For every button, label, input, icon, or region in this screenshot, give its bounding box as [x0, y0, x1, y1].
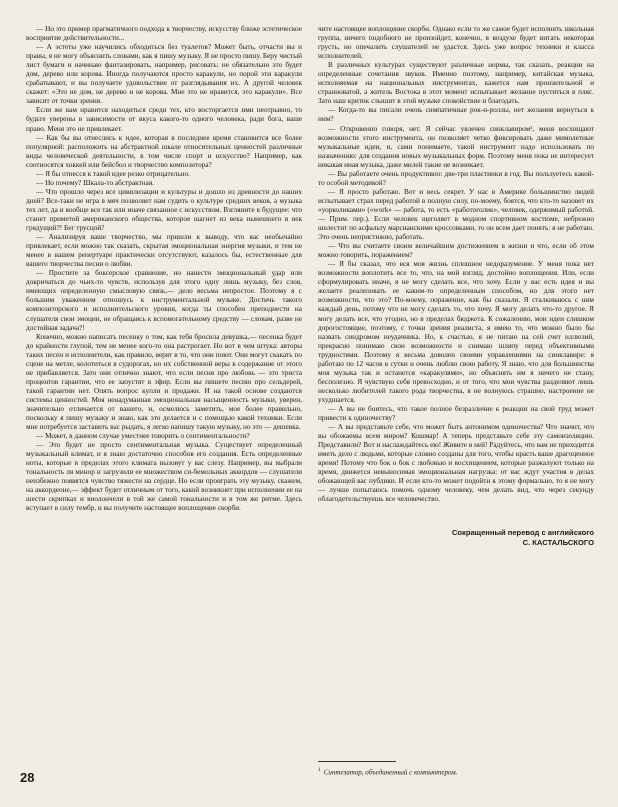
left-column [26, 25, 302, 514]
paragraph: — Я бы отнесся к такой идее резко отрицательно. [36, 169, 190, 178]
footnote-divider [318, 761, 396, 762]
paragraph: — Я просто работаю. Вот и весь секрет. У нас в Америке большинство людей испытывает страх перед работой в полную силу, по-моему, боятся, что кто-то назовет их «уорколиками» («work» — работа, то есть «работоголик», человек, одержимый работой.— Прим. пер.). Если человек щеголяет в модном спортивном костюме, небрежно шелестит по асфальту марсианскими кроссовками, то он всем дает понять: я не работаю. Это очень непристижно, работать. [318, 187, 594, 242]
footnote-text: Синтезатор, объединенный с компьютером. [323, 768, 458, 777]
translator-credit-line: Сокращенный перевод с английского [451, 528, 594, 538]
paragraph: — Я бы сказал, что вся моя жизнь сплошное недоразумение. У меня пока нет возможности воплотить все то, что, на мой взгляд, достойно воплощения. Или, если сформулировать иначе, я не могу сделать все, что хочу. Если у вас есть идея и вы желаете реализовать ее каким-то определенным способом, но для этого нет возможности, что это? По-моему, поражение, как бы сказали. Я сталкиваюсь с ним каждый день, потому что не могу сделать то, что хочу. Я могу делать что-то другое. Я могу делать все, что угодно, но в пределах бюджета. К сожалению, мои идеи слишком дорогостоящие, поэтому, с точки зрения реалиста, я имею то, что можно было бы назвать синдромом неудачника. Но, к счастью, я не питаю на сей счет иллюзий, прекрасно понимаю свои возможности и снимаю шляпу перед объективными трудностями. Поэтому я весьма доволен своими управлениями на синклавире: я работаю по 12 часов в сутки и очень люблю свою работу. Я знаю, что для большинства моя музыка так и останется «каракулями», но объяснять им я ничего не стану, бесполезно. Я чувствую себя превосходно, и от того, что мои чувства разделяют лишь несколько любителей такого рода творчества, я не волнуюсь страшно, настроение не ухудшается. [318, 260, 594, 404]
footnote-mark: 1 [318, 767, 321, 773]
paragraph: В различных культурах существуют различные нормы, так сказать, реакции на определенные сочетания звуков. Именно поэтому, например, китайская музыка, исполняемая на национальных инструментах, кажется нам пронзительной и странноватой, а житель Востока в этот момент испытывает желание пуститься в пляс. Зато наш критик слышит в этой музыке спокойствие и благодать. [318, 61, 594, 106]
paragraph: — Это будет не просто сентиментальная музыка. Существует определенный музыкальный климат, и я знаю достаточно способов его создания. Есть определенные ноты, которые в пределах этого климата вызовут у вас слезу. Например, вы выбрали тональность ля минор и загрузили ее множеством си-бемольных аккордов — слушатели неизбежно появятся чувство тяжести на сердце. Но если проиграть эту музыку, скажем, на аккордеоне,— эффект будет отличным от того, какой возникнет при исполнении ее на шести скрипках и виолончели в той же самой тональности и в том же ритме. Здесь вступает в силу тембр, и вы получите настоящее воплощение скорби. [26, 441, 302, 513]
paragraph: — А вы представьте себе, что может быть антонимом одиночества? Что значит, что вы обожаемы всем миром? Кошмар! А теперь представьте себе эту самоизоляцию. Представили? Вот и наслаждайтесь ею! Живите в ней! Радуйтесь, что вам не приходится иметь дело с людьми, которые словно созданы для того, чтобы красть ваше драгоценное время! Потому что бок о бок с любовью и восхищением, которые разжалуют только на время, движется невыносимая эмоциональная нагрузка: от вас ждут участия в делах обожающей вас публики. И если кто-то может подойти к этому формально, то я не могу — лучше попытаюсь помочь одному человеку, чем делать вид, что через секунду облагодетельствуешь все человечество. [318, 423, 594, 504]
translator-credit [318, 528, 594, 548]
paragraph: — А эстеты уже научились обходиться без туалетов? Может быть, отчасти вы и правы, я не могу объяснить словами, как я пишу музыку. Я не просто пишу. Беру чистый лист бумаги и начинаю фантазировать, например, рисовать: не обязательно это будет дом, дерево или корова. Иногда получаются просто каракули, но порой эти каракули срабатывают, и вы получаете удовольствие от разглядывания их. А другой человек скажет: «Это не дом, не дерево и не корова. Мне это не нравится, это каракули». Все зависит от точки зрения. [26, 43, 302, 106]
page-number: 28 [20, 770, 35, 785]
paragraph: — Вы работаете очень продуктивно: две-три пластинки в год. Вы пользуетесь какой-то особой методикой? [318, 169, 594, 187]
paragraph: Если же вам нравится находиться среди тех, кто восторгается ими неотрывно, то будьте уверены в зависимости от вкуса какого-то одного человека, ради бога, ваше право. Меня это не привлекает. [26, 106, 302, 133]
paragraph: Конечно, можно написать песенку о том, как тебя бросила девушка,— песенка будет до крайности глупой, тем не менее кого-то она растрогает. Но вот в чем штука: авторы таких песен и исполнители, как правило, верят в то, что они поют. Они могут скакать по сцене на метле, колотиться в судорогах, но их собственной веры в содержание от этого не прибавляется. Зато они отлично знают, что если песня про любовь — это триста процентов гарантии, что ее запустят в эфир. Если вы пишете песню про сельдерей, такой гарантии нет. Опять вопрос купли и продажи. И на такой основе создаются системы ценностей. Моя ненадуманная эмоциональная насыщенность музыки, уверен, значительно отличается от вашего, и, осмелюсь заметить, мое более правильно, поскольку я пишу музыку и знаю, как это делается и с помощью какой техники. Если мне потребуется заставить вас рыдать, я легко напишу такую музыку, но это — дешевка. [26, 332, 302, 432]
footnote [318, 766, 594, 777]
paragraph: — Когда-то вы писали очень симпатичные рок-н-роллы, нет желания вернуться к ним? [318, 106, 594, 124]
paragraph: — А вы не боитесь, что такое полное безразличие к реакции на свой труд может привести к одиночеству? [318, 404, 594, 423]
translator-name: С. КАСТАЛЬСКОГО [522, 538, 594, 548]
paragraph: — Что вы считаете своим величайшим достижением в жизни и что, если об этом можно говорить, поражением? [318, 242, 594, 260]
paragraph: — Но почему? Шкала-то абстрактная. [36, 178, 154, 187]
paragraph: чите настоящее воплощение скорби. Однако если то же самое будет исполнять школьная группа, ничего подобного не произойдет, конечно, в воздухе будет витать некоторая грусть, но опечалить слушателей не удастся. Здесь уже вопрос техники и класса исполнителей. [318, 25, 594, 61]
right-column [318, 25, 594, 548]
paragraph: — Может, в данном случае уместнее говорить о сентиментальности? [36, 432, 250, 441]
paragraph: — Простите за боксерское сравнение, но нанести эмоциональный удар или докричаться до чьих-то чувств, используя для этого одну лишь музыку, без слов, имеющих определенную смысловую связь,— дело весьма непростое. Поэтому я с большим уважением отношусь к инструментальной музыке. Достичь такого композиторского и исполнительского уровня, когда ты способен преподнести на слушателя свои эмоции, не обращаясь к вспомогательному средству — словам, разве не достойная задача?! [26, 269, 302, 332]
paragraph: — Анализируя ваше творчество, мы пришли к выводу, что вас необычайно привлекает, если можно так сказать, скрытая эмоциональная энергия музыки, и тем не менее в вашем репертуаре практически отсутствуют, казалось бы, естественные для вашего творчества песни о любви. [26, 233, 302, 269]
paragraph: — Как бы вы отнеслись к идее, которая в последнее время становится все более популярной: расположить на абстрактной шкале относительных ценностей различные виды человеческой деятельности, в том числе спорт и искусство? Например, как соотносятся хоккей или бейсбол и творчество композитора? [26, 133, 302, 169]
paragraph: — Что прошло через все цивилизации и культуры и дошло из древности до наших дней? Все-таки не игра в мяч позволяет нам судить о культуре средних веков, а музыка тех лет, да и вообще все так или иначе связанное с искусством. Взгляните в будущее: что станет приметой американского общества, которое шагнет из века нынешнего в век грядущий?! Бег трусцой? [26, 187, 302, 233]
paragraph: — Откровенно говоря, нет. Я сейчас увлечен синклавиром¹, меня восхищают возможности этого инструмента, он позволяет четко фиксировать даже мимолетные музыкальные идеи, и, сами понимаете, такой инструмент надо использовать по назначению: для создания новых музыкальных форм. Поэтому меня пока не интересует никакая иная музыка, даже милей такие не возникает. [318, 124, 594, 169]
paragraph: — Но это пример прагматичного подхода к творчеству, искусству ближе эстетическое восприятие действительности... [26, 25, 302, 43]
